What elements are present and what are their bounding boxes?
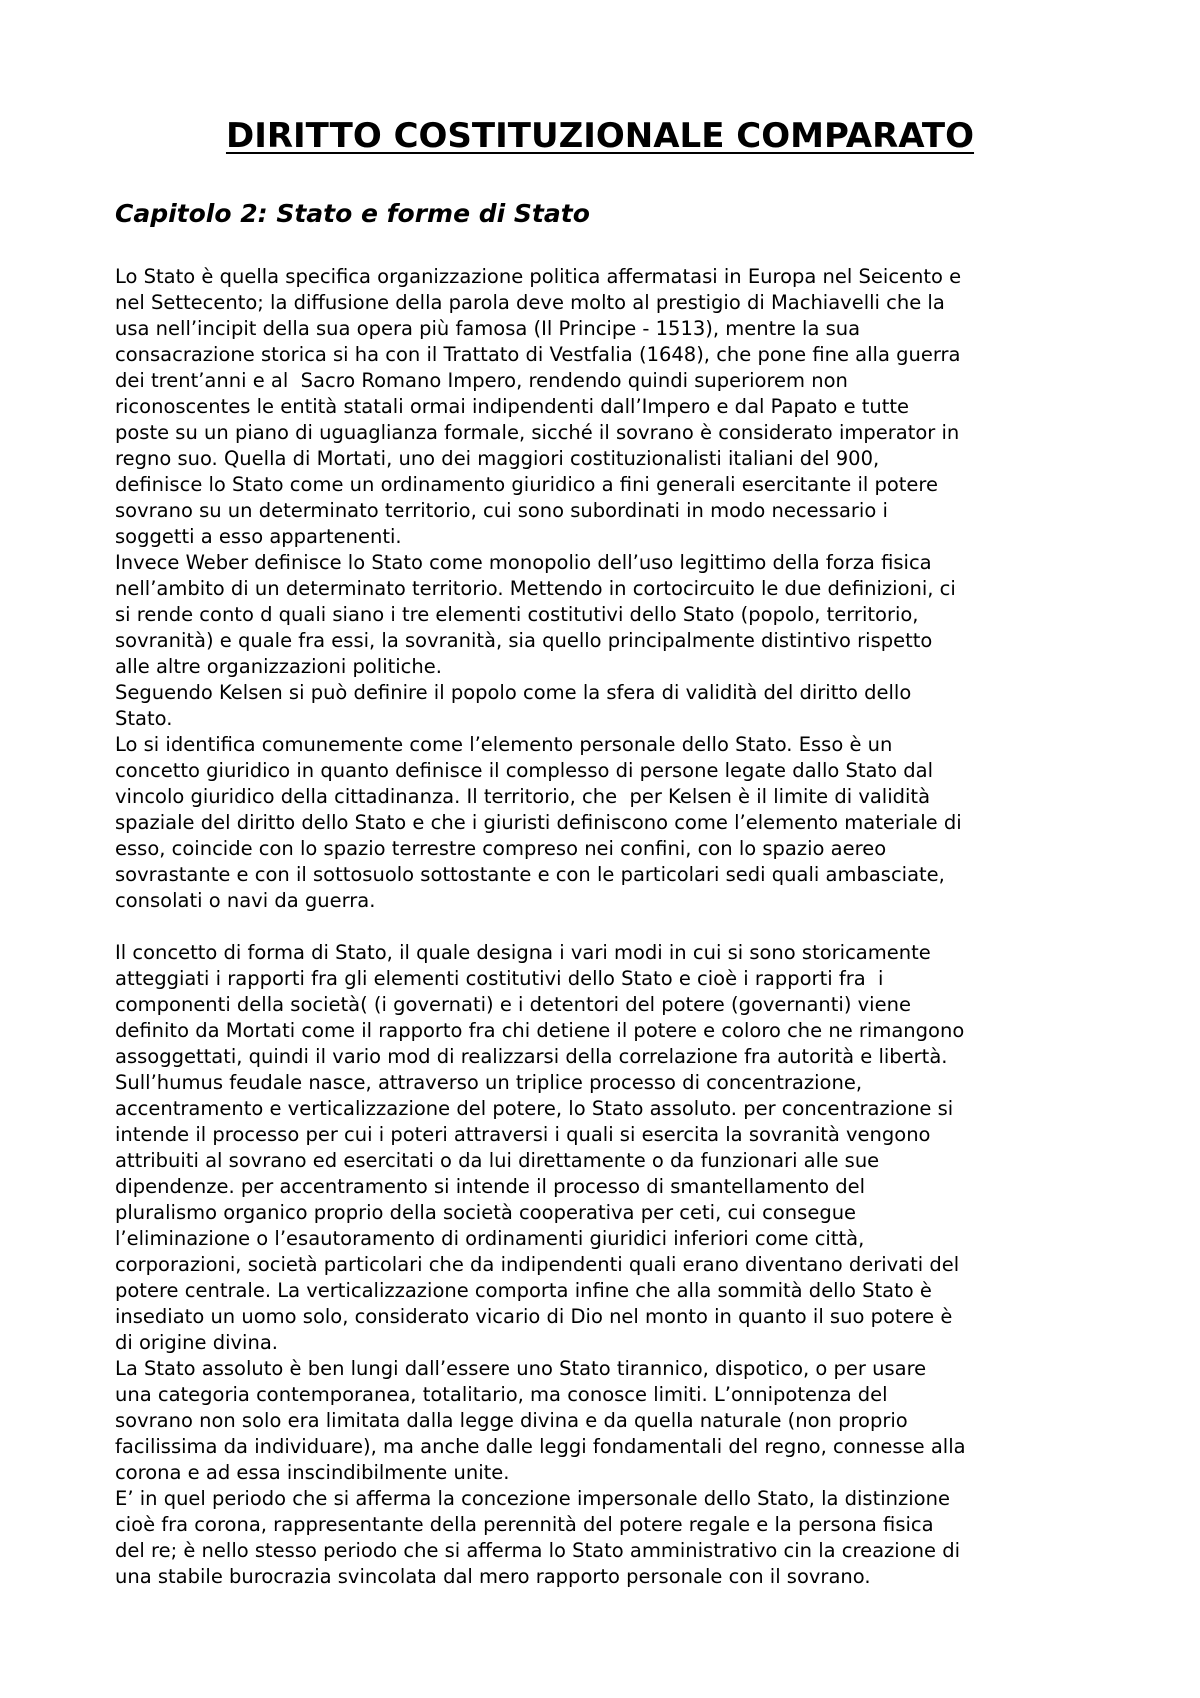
text-line: Stato.: [115, 707, 173, 730]
text-line: dipendenze. per accentramento si intende il processo di smantellamento del: [115, 1175, 865, 1198]
paragraph: [115, 680, 1095, 732]
text-line: sovrastante e con il sottosuolo sottostante e con le particolari sedi quali ambasciate,: [115, 863, 945, 886]
text-line: concetto giuridico in quanto definisce il complesso di persone legate dallo Stato dal: [115, 759, 934, 782]
text-line: alle altre organizzazioni politiche.: [115, 655, 442, 678]
text-line: pluralismo organico proprio della società cooperativa per ceti, cui consegue: [115, 1201, 857, 1224]
text-line: sovranità) e quale fra essi, la sovranità, sia quello principalmente distintivo rispetto: [115, 629, 933, 652]
text-line: componenti della società( (i governati) e i detentori del potere (governanti) viene: [115, 993, 911, 1016]
text-line: del re; è nello stesso periodo che si afferma lo Stato amministrativo cin la creazione di: [115, 1539, 960, 1562]
chapter-heading: Capitolo 2: Stato e forme di Stato: [115, 199, 590, 228]
paragraph-spacer: [115, 914, 1095, 940]
document-title: DIRITTO COSTITUZIONALE COMPARATO: [225, 116, 975, 156]
text-line: riconoscentes le entità statali ormai indipendenti dall’Impero e dal Papato e tutte: [115, 395, 910, 418]
text-line: assoggettati, quindi il vario mod di realizzarsi della correlazione fra autorità e libertà.: [115, 1045, 948, 1068]
paragraph: [115, 732, 1095, 914]
text-line: poste su un piano di uguaglianza formale, sicché il sovrano è considerato imperator in: [115, 421, 960, 444]
text-line: dei trent’anni e al Sacro Romano Impero, rendendo quindi superiorem non: [115, 369, 848, 392]
text-line: La Stato assoluto è ben lungi dall’essere uno Stato tirannico, dispotico, o per usare: [115, 1357, 927, 1380]
text-line: insediato un uomo solo, considerato vicario di Dio nel monto in quanto il suo potere è: [115, 1305, 953, 1328]
text-line: Lo si identifica comunemente come l’elemento personale dello Stato. Esso è un: [115, 733, 893, 756]
document-body: [115, 264, 1095, 1590]
text-line: Il concetto di forma di Stato, il quale designa i vari modi in cui si sono storicamente: [115, 941, 931, 964]
text-line: E’ in quel periodo che si afferma la concezione impersonale dello Stato, la distinzione: [115, 1487, 950, 1510]
text-line: Invece Weber definisce lo Stato come monopolio dell’uso legittimo della forza fisica: [115, 551, 932, 574]
text-line: spaziale del diritto dello Stato e che i giuristi definiscono come l’elemento materiale di: [115, 811, 962, 834]
text-line: potere centrale. La verticalizzazione comporta infine che alla sommità dello Stato è: [115, 1279, 932, 1302]
text-line: esso, coincide con lo spazio terrestre compreso nei confini, con lo spazio aereo: [115, 837, 887, 860]
text-line: Seguendo Kelsen si può definire il popolo come la sfera di validità del diritto dello: [115, 681, 912, 704]
text-line: una categoria contemporanea, totalitario, ma conosce limiti. L’onnipotenza del: [115, 1383, 888, 1406]
text-line: atteggiati i rapporti fra gli elementi costitutivi dello Stato e cioè i rapporti fra i: [115, 967, 884, 990]
paragraph: [115, 550, 1095, 680]
text-line: accentramento e verticalizzazione del potere, lo Stato assoluto. per concentrazione si: [115, 1097, 954, 1120]
text-line: soggetti a esso appartenenti.: [115, 525, 402, 548]
text-line: corona e ad essa inscindibilmente unite.: [115, 1461, 510, 1484]
text-line: nell’ambito di un determinato territorio. Mettendo in cortocircuito le due definizioni, ci: [115, 577, 956, 600]
text-line: intende il processo per cui i poteri attraversi i quali si esercita la sovranità vengono: [115, 1123, 931, 1146]
text-line: corporazioni, società particolari che da indipendenti quali erano diventano derivati del: [115, 1253, 960, 1276]
text-line: di origine divina.: [115, 1331, 278, 1354]
text-line: Sull’humus feudale nasce, attraverso un triplice processo di concentrazione,: [115, 1071, 863, 1094]
text-line: si rende conto d quali siano i tre elementi costitutivi dello Stato (popolo, territorio,: [115, 603, 919, 626]
text-line: cioè fra corona, rappresentante della perennità del potere regale e la persona fisica: [115, 1513, 934, 1536]
text-line: l’eliminazione o l’esautoramento di ordinamenti giuridici inferiori come città,: [115, 1227, 865, 1250]
text-line: attribuiti al sovrano ed esercitati o da lui direttamente o da funzionari alle sue: [115, 1149, 880, 1172]
paragraph: [115, 264, 1095, 550]
text-line: Lo Stato è quella specifica organizzazione politica affermatasi in Europa nel Seicento e: [115, 265, 962, 288]
text-line: regno suo. Quella di Mortati, uno dei maggiori costituzionalisti italiani del 900,: [115, 447, 880, 470]
text-line: vincolo giuridico della cittadinanza. Il territorio, che per Kelsen è il limite di validità: [115, 785, 931, 808]
text-line: sovrano su un determinato territorio, cui sono subordinati in modo necessario i: [115, 499, 888, 522]
paragraph: [115, 940, 1095, 1356]
text-line: definisce lo Stato come un ordinamento giuridico a fini generali esercitante il potere: [115, 473, 939, 496]
text-line: una stabile burocrazia svincolata dal mero rapporto personale con il sovrano.: [115, 1565, 871, 1588]
text-line: nel Settecento; la diffusione della parola deve molto al prestigio di Machiavelli che la: [115, 291, 945, 314]
paragraph: [115, 1486, 1095, 1590]
text-line: consolati o navi da guerra.: [115, 889, 376, 912]
text-line: consacrazione storica si ha con il Trattato di Vestfalia (1648), che pone fine alla guerra: [115, 343, 961, 366]
text-line: sovrano non solo era limitata dalla legge divina e da quella naturale (non proprio: [115, 1409, 908, 1432]
text-line: definito da Mortati come il rapporto fra chi detiene il potere e coloro che ne rimangono: [115, 1019, 965, 1042]
paragraph: [115, 1356, 1095, 1486]
text-line: facilissima da individuare), ma anche dalle leggi fondamentali del regno, connesse alla: [115, 1435, 966, 1458]
text-line: usa nell’incipit della sua opera più famosa (Il Principe - 1513), mentre la sua: [115, 317, 861, 340]
